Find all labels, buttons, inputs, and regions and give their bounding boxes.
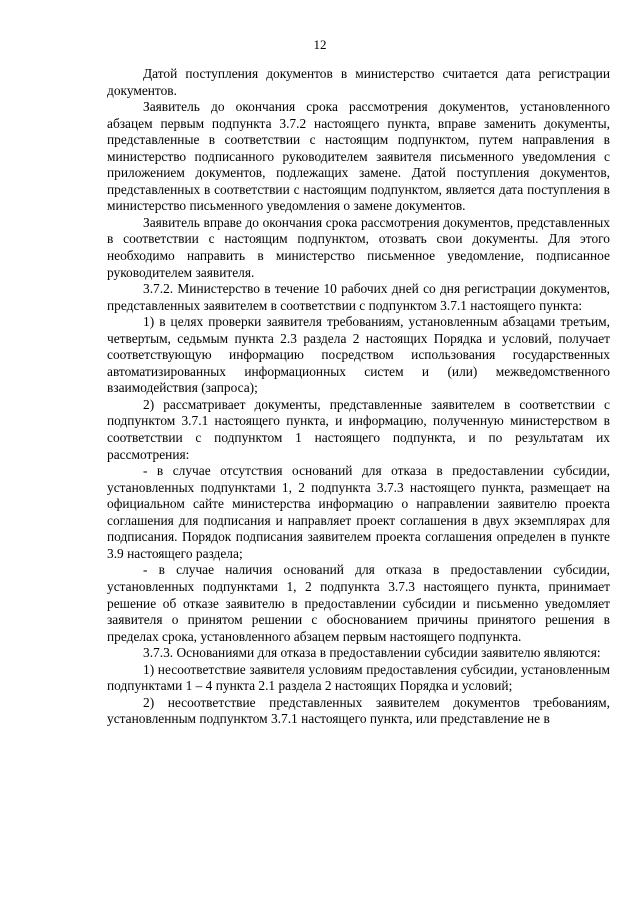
paragraph: Заявитель до окончания срока рассмотрения документов, установленного абзацем первым подпункта 3.7.2 настоящего пункта, вправе заменить документы, представленные в соответствии с настоящим подпунктом, путем направления в министерство подписанного руководителем заявителя письменного уведомления с приложением документов, подлежащих замене. Датой поступления документов, представленных в соответствии с настоящим подпунктом, является дата поступления в министерство письменного уведомления о замене документов.: [107, 99, 610, 214]
paragraph: Датой поступления документов в министерство считается дата регистрации документов.: [107, 66, 610, 98]
paragraph: 2) рассматривает документы, представленные заявителем в соответствии с подпунктом 3.7.1 настоящего пункта, и информацию, полученную министерством в соответствии с подпунктом 1 настоящего подпункта, и по результатам их рассмотрения:: [107, 396, 610, 462]
paragraph: 2) несоответствие представленных заявителем документов требованиям, установленным подпунктом 3.7.1 настоящего пункта, или представление не в: [107, 694, 610, 727]
paragraph: - в случае наличия оснований для отказа в предоставлении субсидии, установленных подпунктами 1, 2 подпункта 3.7.3 настоящего пункта, принимает решение об отказе заявителю в предоставлении субсидии и письменно уведомляет заявителя о принятом решении с обоснованием причины принятого решения в пределах срока, установленного абзацем первым настоящего подпункта.: [107, 562, 610, 644]
paragraph: Заявитель вправе до окончания срока рассмотрения документов, представленных в соответствии с настоящим подпунктом, отозвать свои документы. Для этого необходимо направить в министерство письменное уведомление, подписанное руководителем заявителя.: [107, 214, 610, 280]
paragraph: 3.7.3. Основаниями для отказа в предоставлении субсидии заявителю являются:: [143, 645, 601, 661]
paragraph: 1) в целях проверки заявителя требованиям, установленным абзацами третьим, четвертым, седьмым пункта 2.3 раздела 2 настоящих Порядка и условий, получает соответствующую информацию посредством использования государственных автоматизированных информационных систем и (или) межведомственного взаимодействия (запроса);: [107, 314, 610, 396]
paragraph: 1) несоответствие заявителя условиям предоставления субсидии, установленным подпунктами 1 – 4 пункта 2.1 раздела 2 настоящих Порядка и условий;: [107, 661, 610, 694]
paragraph: - в случае отсутствия оснований для отказа в предоставлении субсидии, установленных подпунктами 1, 2 подпункта 3.7.3 настоящего пункта, размещает на официальном сайте министерства информацию о направлении заявителю проекта соглашения для подписания и направляет проект соглашения в двух экземплярах для подписания. Порядок подписания заявителем проекта соглашения определен в пункте 3.9 настоящего раздела;: [107, 463, 610, 561]
page-number: 12: [313, 37, 327, 52]
paragraph: 3.7.2. Министерство в течение 10 рабочих дней со дня регистрации документов, представленных заявителем в соответствии с подпунктом 3.7.1 настоящего пункта:: [107, 281, 610, 313]
document-body: [107, 66, 610, 728]
